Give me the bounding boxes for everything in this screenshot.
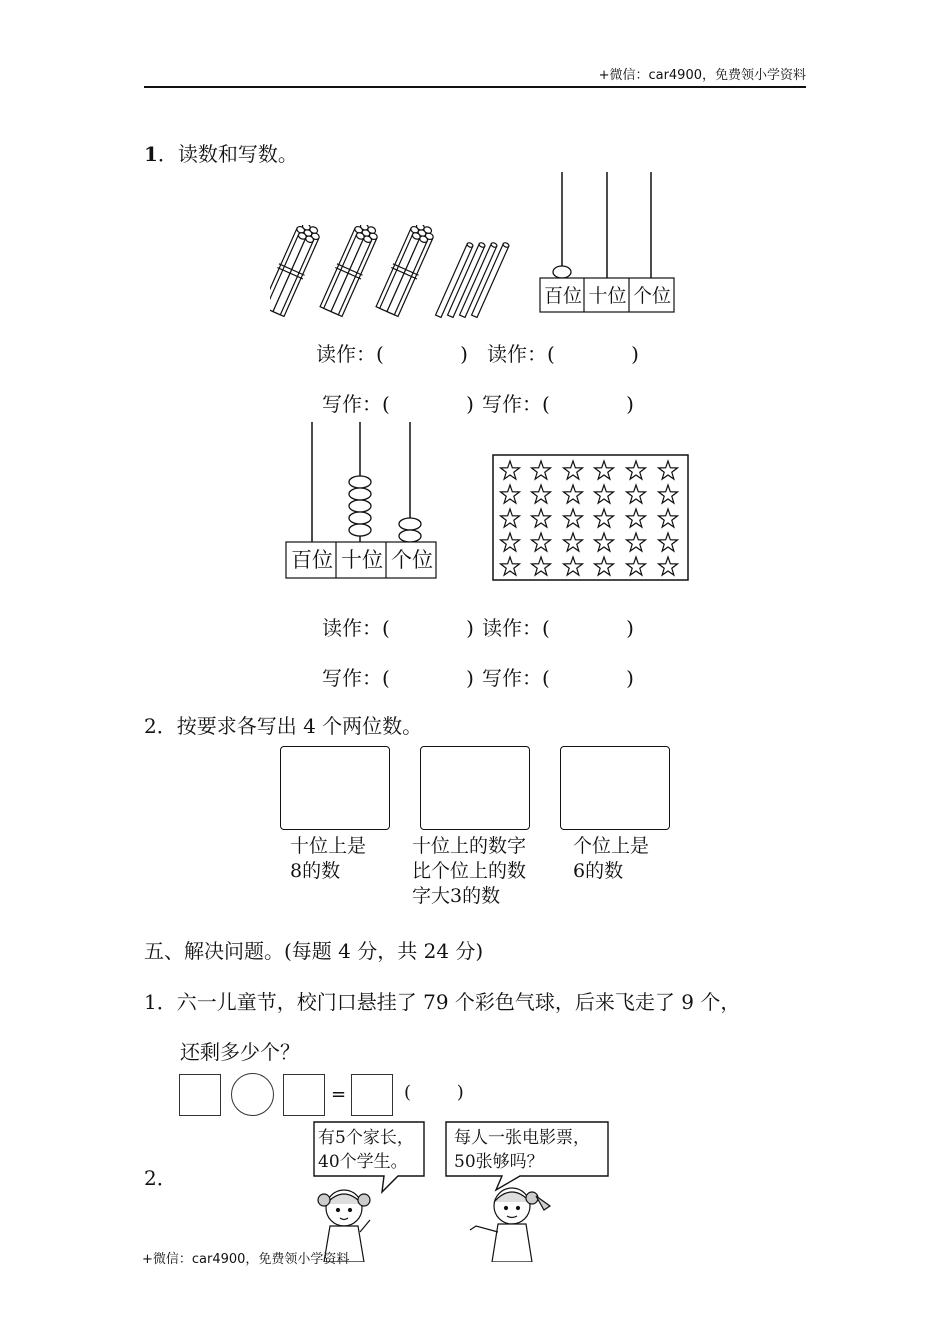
q1-text: 读数和写数。 <box>177 142 298 166</box>
q2-caption-2-line3: 字大3的数 <box>412 885 501 907</box>
star-grid <box>492 454 690 582</box>
q2-caption-2 <box>412 834 526 909</box>
equation-operator-circle[interactable] <box>231 1073 274 1116</box>
s5-q1-line1: 1．六一儿童节，校门口悬挂了 79 个彩色气球，后来飞走了 9 个， <box>144 990 741 1014</box>
header-rule <box>144 86 806 88</box>
bubble-2-text <box>454 1126 590 1174</box>
abacus-2-label-tens: 十位 <box>341 548 383 572</box>
s5-q1-text: 六一儿童节，校门口悬挂了 79 个彩色气球，后来飞走了 9 个， <box>176 990 741 1014</box>
abacus-2-ones-beads <box>399 518 421 542</box>
abacus-2-label-hundreds: 百位 <box>291 548 333 572</box>
q1-number: 1 <box>144 142 158 166</box>
q1d-read-blank[interactable]: 读作：( ) <box>482 616 634 640</box>
abacus-1-bead <box>553 266 571 278</box>
single-sticks <box>436 242 510 318</box>
q2-answer-box-2[interactable] <box>420 746 530 830</box>
bubble-2-line1: 每人一张电影票， <box>454 1128 590 1148</box>
section5-title: 五、解决问题。(每题 4 分，共 24 分) <box>144 939 484 963</box>
footer-note: +微信：car4900，免费领小学资料 <box>142 1252 350 1267</box>
q2-caption-2-line2: 比个位上的数 <box>412 860 527 882</box>
q2-caption-1-line2: 8的数 <box>290 860 341 882</box>
q1d-write-blank[interactable]: 写作：( ) <box>482 666 634 690</box>
s5-q2-number-text: 2 <box>144 1166 157 1190</box>
q1a-read-blank[interactable]: 读作：( ) <box>316 342 468 366</box>
q2-answer-box-1[interactable] <box>280 746 390 830</box>
equation-box-2[interactable] <box>283 1074 325 1116</box>
abacus-1-label-tens: 十位 <box>588 285 627 307</box>
bubble-2-line2: 50张够吗？ <box>454 1152 544 1172</box>
q2-caption-2-line1: 十位上的数字 <box>412 835 527 857</box>
unit-blank[interactable]: ( ) <box>404 1082 464 1103</box>
q2-caption-1 <box>290 834 366 884</box>
stick-bundle-2 <box>318 225 382 317</box>
girl-2 <box>470 1188 550 1262</box>
header-note: +微信：car4900，免费领小学资料 <box>598 68 806 83</box>
q1c-read-blank[interactable]: 读作：( ) <box>322 616 474 640</box>
stick-bundle-1 <box>270 225 324 317</box>
abacus-1-label-ones: 个位 <box>632 285 671 307</box>
q2-caption-3-line2: 6的数 <box>573 860 624 882</box>
equation-box-1[interactable] <box>179 1074 221 1116</box>
q2-text: 按要求各写出 4 个两位数。 <box>176 714 423 738</box>
bubble-1-text <box>318 1126 414 1174</box>
equals-sign: = <box>331 1084 347 1105</box>
q1b-read-blank[interactable]: 读作：( ) <box>487 342 639 366</box>
q2-number: 2 <box>144 714 157 738</box>
equation-result-box[interactable] <box>351 1074 393 1116</box>
s5-q1-line2: 还剩多少个？ <box>180 1040 300 1064</box>
bubble-1-line2: 40个学生。 <box>318 1152 408 1172</box>
abacus-2-label-ones: 个位 <box>391 548 433 572</box>
s5-q1-number: 1 <box>144 990 157 1014</box>
q2-caption-1-line1: 十位上是 <box>290 835 367 857</box>
q2-title: 2．按要求各写出 4 个两位数。 <box>144 714 423 738</box>
sticks-bundles-illustration <box>270 225 525 325</box>
abacus-1-label-hundreds: 百位 <box>543 285 582 307</box>
abacus-2-tens-beads <box>349 476 371 536</box>
q1a-write-blank[interactable]: 写作：( ) <box>322 392 474 416</box>
s5-q2-number: 2． <box>144 1166 177 1190</box>
q2-caption-3-line1: 个位上是 <box>573 835 650 857</box>
bubble-1-line1: 有5个家长， <box>318 1128 414 1148</box>
q2-caption-3 <box>573 834 649 884</box>
stick-bundle-3 <box>374 225 438 317</box>
q1b-write-blank[interactable]: 写作：( ) <box>482 392 634 416</box>
q2-answer-box-3[interactable] <box>560 746 670 830</box>
q1-title: 1．读数和写数。 <box>144 142 298 166</box>
q1c-write-blank[interactable]: 写作：( ) <box>322 666 474 690</box>
